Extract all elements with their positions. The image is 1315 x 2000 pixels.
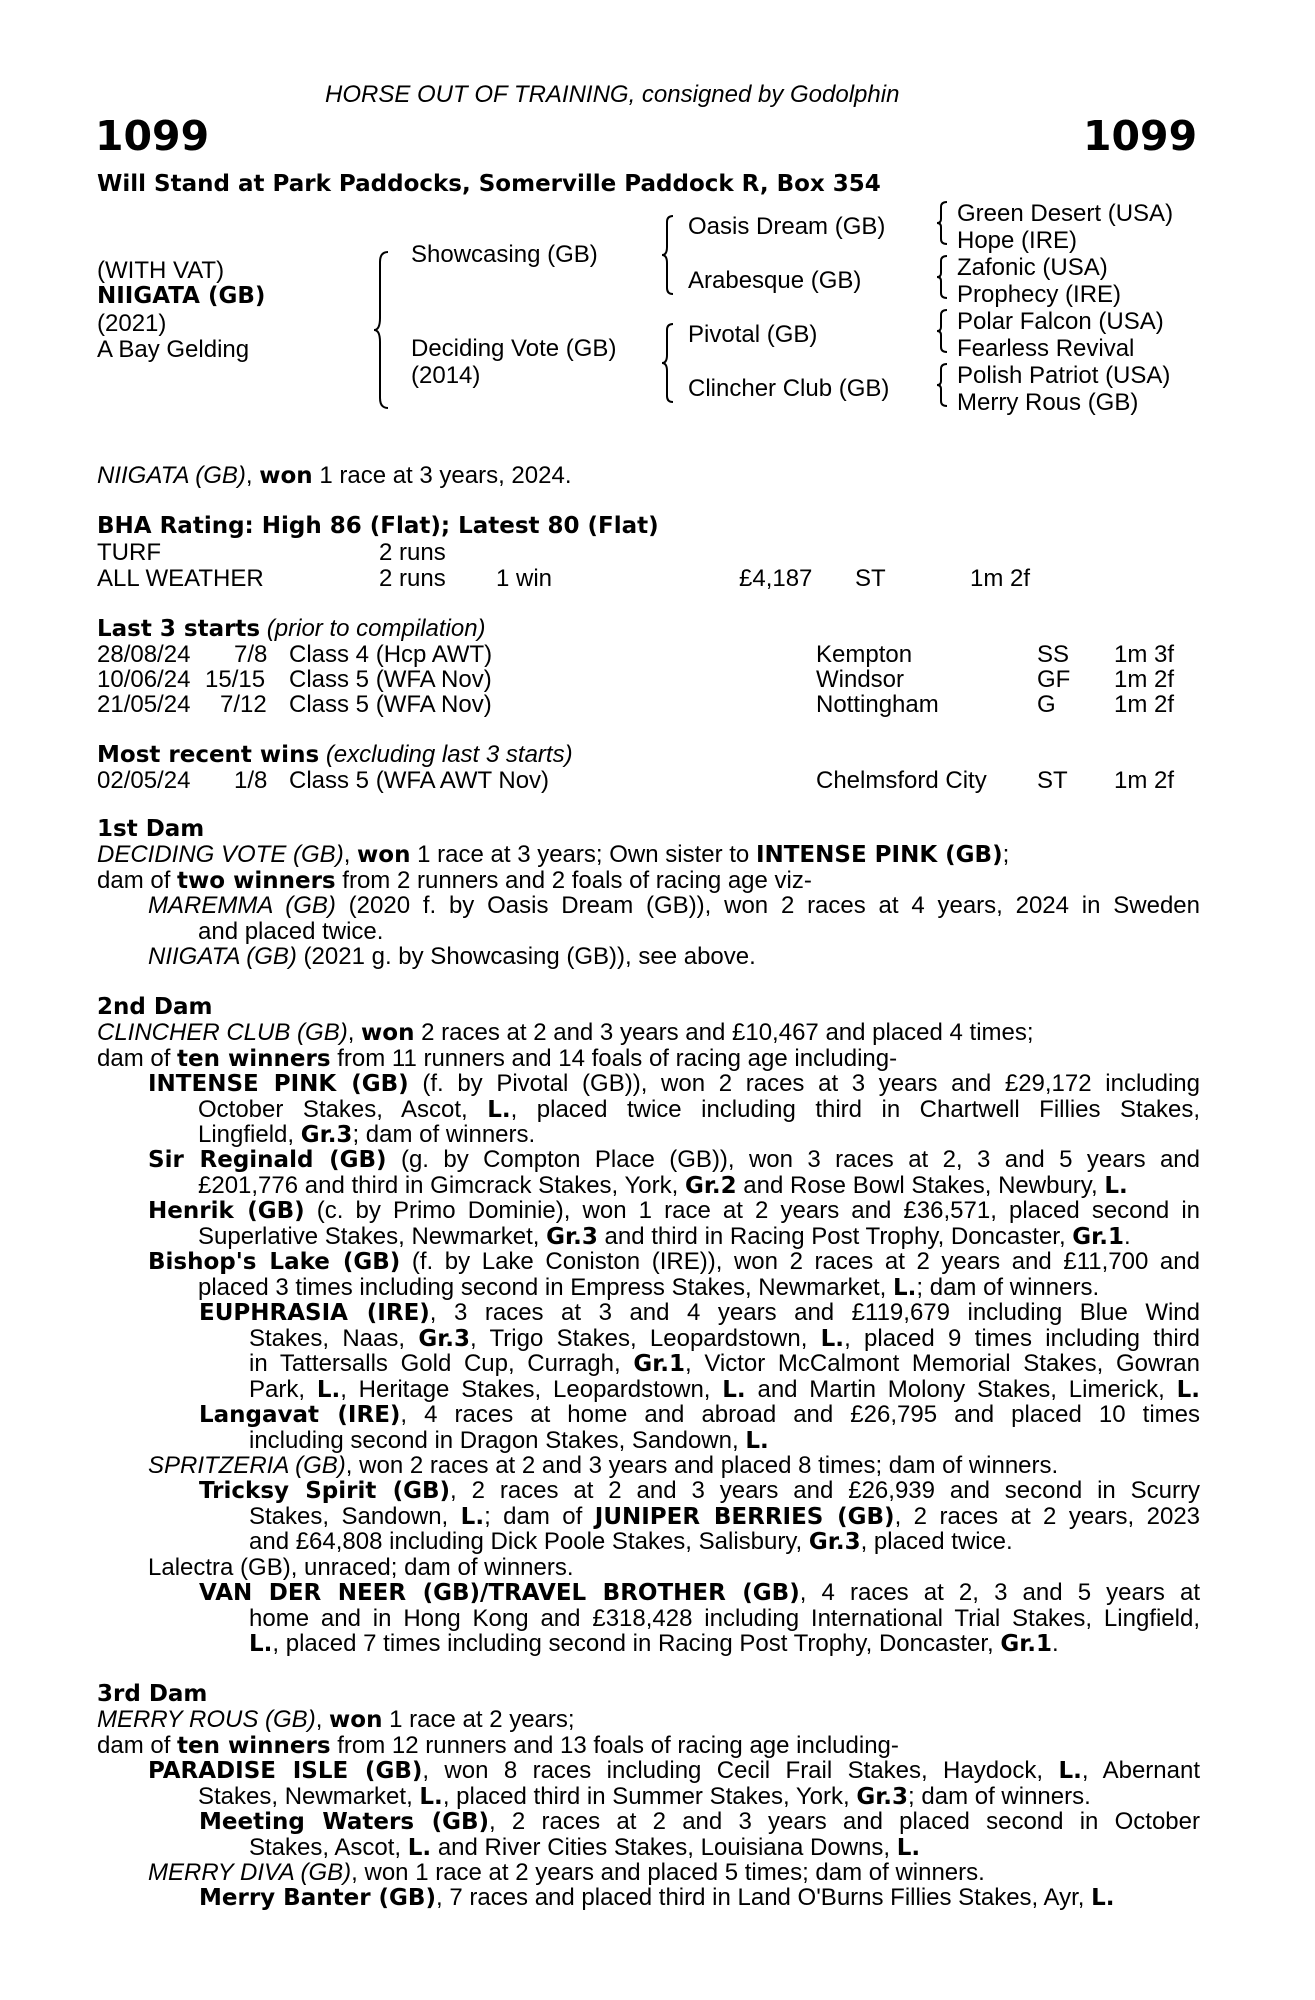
pedigree-g3-1: Green Desert (USA) — [957, 200, 1174, 227]
progeny-intense-pink: INTENSE PINK (GB) (f. by Pivotal (GB)), won 2 races at 3 years and £29,172 including October Stakes, Ascot, L., placed twice including third in Chartwell Fillies Stakes, Lingfield, Gr.3; dam of winners. — [148, 1070, 1201, 1148]
win-class: Class 5 (WFA AWT Nov) — [289, 767, 550, 794]
rating-turf-surface: TURF — [97, 539, 161, 566]
progeny-merry-banter: Merry Banter (GB), 7 races and placed third in Land O'Burns Fillies Stakes, Ayr, L. — [199, 1884, 1115, 1911]
first-dam-produce: dam of two winners from 2 runners and 2 foals of racing age viz- — [97, 867, 812, 894]
progeny-merry-diva: MERRY DIVA (GB), won 1 race at 2 years and placed 5 times; dam of winners. — [148, 1859, 985, 1886]
pedigree-g3-8: Merry Rous (GB) — [957, 389, 1139, 416]
start-distance: 1m 2f — [1114, 666, 1175, 693]
win-going: ST — [1037, 767, 1068, 794]
pedigree-g3-3: Zafonic (USA) — [957, 254, 1108, 281]
catalogue-subtitle: HORSE OUT OF TRAINING, consigned by Godolphin — [325, 81, 900, 108]
start-going: SS — [1037, 641, 1070, 668]
pedigree-sire-dam: Arabesque (GB) — [688, 267, 862, 294]
start-distance: 1m 2f — [1114, 691, 1175, 718]
pedigree-g3-4: Prophecy (IRE) — [957, 281, 1122, 308]
pedigree-brace-g3-4 — [935, 362, 949, 408]
win-course: Chelmsford City — [816, 767, 987, 794]
horse-description: A Bay Gelding — [97, 336, 250, 363]
first-dam-progeny-2: NIIGATA (GB) (2021 g. by Showcasing (GB)), see above. — [148, 943, 756, 970]
pedigree-brace-dam — [660, 322, 676, 404]
start-date: 10/06/24 — [97, 666, 191, 693]
first-dam-progeny-1: MAREMMA (GB) (2020 f. by Oasis Dream (GB)), won 2 races at 4 years, 2024 in Sweden and placed twice. — [148, 892, 1200, 945]
progeny-paradise-isle: PARADISE ISLE (GB), won 8 races including Cecil Frail Stakes, Haydock, L., Abernant Stakes, Newmarket, L., placed third in Summer Stakes, York, Gr.3; dam of winners. — [148, 1757, 1200, 1810]
progeny-van-der-neer: VAN DER NEER (GB)/TRAVEL BROTHER (GB), 4 races at 2, 3 and 5 years at home and in Hong Kong and £318,428 including International Trial Stakes, Lingfield, L., placed 7 times including second in Racing Post Trophy, Doncaster, Gr.1. — [199, 1579, 1200, 1657]
start-position: 7/12 — [220, 691, 267, 718]
start-class: Class 5 (WFA Nov) — [289, 666, 492, 693]
pedigree-g3-5: Polar Falcon (USA) — [957, 308, 1164, 335]
horse-name: NIIGATA (GB) — [97, 283, 266, 309]
rating-turf-runs: 2 runs — [379, 539, 446, 566]
progeny-tricksy-spirit: Tricksy Spirit (GB), 2 races at 2 and 3 years and £26,939 and second in Scurry Stakes, Sandown, L.; dam of JUNIPER BERRIES (GB), 2 races at 2 years, 2023 and £64,808 including Dick Poole Stakes, Salisbury, Gr.3, placed twice. — [199, 1477, 1201, 1555]
lot-number-left: 1099 — [95, 112, 210, 160]
rating-aw-surface: ALL WEATHER — [97, 565, 264, 592]
stand-location: Will Stand at Park Paddocks, Somerville Paddock R, Box 354 — [97, 171, 881, 197]
rating-aw-going: ST — [855, 565, 886, 592]
horse-year: (2021) — [97, 310, 167, 337]
third-dam-line: MERRY ROUS (GB), won 1 race at 2 years; — [97, 1706, 575, 1733]
third-dam-title: 3rd Dam — [97, 1681, 208, 1707]
rating-aw-wins: 1 win — [496, 565, 553, 592]
start-course: Windsor — [816, 666, 905, 693]
progeny-sir-reginald: Sir Reginald (GB) (g. by Compton Place (GB)), won 3 races at 2, 3 and 5 years and £201,776 and third in Gimcrack Stakes, York, Gr.2 and Rose Bowl Stakes, Newbury, L. — [148, 1146, 1200, 1199]
pedigree-dam-sire: Pivotal (GB) — [688, 321, 818, 348]
pedigree-brace-g3-2 — [935, 254, 949, 300]
start-position: 7/8 — [234, 641, 268, 668]
start-date: 28/08/24 — [97, 641, 191, 668]
pedigree-sire-sire: Oasis Dream (GB) — [688, 213, 886, 240]
start-class: Class 4 (Hcp AWT) — [289, 641, 493, 668]
first-dam-title: 1st Dam — [97, 816, 205, 842]
start-date: 21/05/24 — [97, 691, 191, 718]
recent-wins-title: Most recent wins (excluding last 3 starts) — [97, 741, 573, 768]
start-class: Class 5 (WFA Nov) — [289, 691, 492, 718]
win-distance: 1m 2f — [1114, 767, 1175, 794]
progeny-langavat: Langavat (IRE), 4 races at home and abroad and £26,795 and placed 10 times including second in Dragon Stakes, Sandown, L. — [199, 1401, 1200, 1454]
progeny-spritzeria: SPRITZERIA (GB), won 2 races at 2 and 3 years and placed 8 times; dam of winners. — [148, 1452, 1059, 1479]
pedigree-brace-g3-1 — [935, 200, 949, 246]
pedigree-dam: Deciding Vote (GB) — [411, 335, 617, 362]
pedigree-brace-gen1 — [372, 250, 392, 410]
pedigree-brace-g3-3 — [935, 308, 949, 354]
progeny-henrik: Henrik (GB) (c. by Primo Dominie), won 1 race at 2 years and £36,571, placed second in Superlative Stakes, Newmarket, Gr.3 and third in Racing Post Trophy, Doncaster, Gr.1. — [148, 1197, 1200, 1250]
pedigree-g3-2: Hope (IRE) — [957, 227, 1078, 254]
win-date: 02/05/24 — [97, 767, 191, 794]
first-dam-line: DECIDING VOTE (GB), won 1 race at 3 years; Own sister to INTENSE PINK (GB); — [97, 841, 1010, 868]
progeny-bishops-lake: Bishop's Lake (GB) (f. by Lake Coniston (IRE)), won 2 races at 2 years and £11,700 and placed 3 times including second in Empress Stakes, Newmarket, L.; dam of winners. — [148, 1248, 1200, 1301]
rating-aw-prize: £4,187 — [739, 565, 813, 592]
pedigree-dam-dam: Clincher Club (GB) — [688, 375, 890, 402]
last-starts-title: Last 3 starts (prior to compilation) — [97, 615, 486, 642]
pedigree-sire: Showcasing (GB) — [411, 241, 598, 268]
start-distance: 1m 3f — [1114, 641, 1175, 668]
race-summary: NIIGATA (GB), won 1 race at 3 years, 2024. — [97, 462, 572, 489]
progeny-euphrasia: EUPHRASIA (IRE), 3 races at 3 and 4 years and £119,679 including Blue Wind Stakes, Naas, Gr.3, Trigo Stakes, Leopardstown, L., placed 9 times including third in Tattersalls Gold Cup, Curragh, Gr.1, Victor McCalmont Memorial Stakes, Gowran Park, L., Heritage Stakes, Leopardstown, L. and Martin Molony Stakes, Limerick, L. — [199, 1299, 1200, 1403]
start-position: 15/15 — [205, 666, 266, 693]
bha-rating-title: BHA Rating: High 86 (Flat); Latest 80 (Flat) — [97, 513, 659, 539]
win-position: 1/8 — [234, 767, 268, 794]
start-going: G — [1037, 691, 1056, 718]
rating-aw-runs: 2 runs — [379, 565, 446, 592]
pedigree-dam-year: (2014) — [411, 362, 481, 389]
start-going: GF — [1037, 666, 1071, 693]
pedigree-g3-6: Fearless Revival — [957, 335, 1135, 362]
start-course: Kempton — [816, 641, 913, 668]
start-course: Nottingham — [816, 691, 939, 718]
third-dam-produce: dam of ten winners from 12 runners and 13 foals of racing age including- — [97, 1732, 899, 1759]
progeny-lalectra: Lalectra (GB), unraced; dam of winners. — [148, 1554, 574, 1581]
horse-vat: (WITH VAT) — [97, 257, 225, 284]
progeny-meeting-waters: Meeting Waters (GB), 2 races at 2 and 3 years and placed second in October Stakes, Ascot, L. and River Cities Stakes, Louisiana Downs, L. — [199, 1808, 1200, 1861]
pedigree-g3-7: Polish Patriot (USA) — [957, 362, 1171, 389]
rating-aw-dist: 1m 2f — [970, 565, 1031, 592]
second-dam-title: 2nd Dam — [97, 994, 213, 1020]
second-dam-produce: dam of ten winners from 11 runners and 14 foals of racing age including- — [97, 1045, 898, 1072]
lot-number-right: 1099 — [1083, 112, 1198, 160]
second-dam-line: CLINCHER CLUB (GB), won 2 races at 2 and 3 years and £10,467 and placed 4 times; — [97, 1019, 1034, 1046]
pedigree-brace-sire — [660, 214, 676, 296]
